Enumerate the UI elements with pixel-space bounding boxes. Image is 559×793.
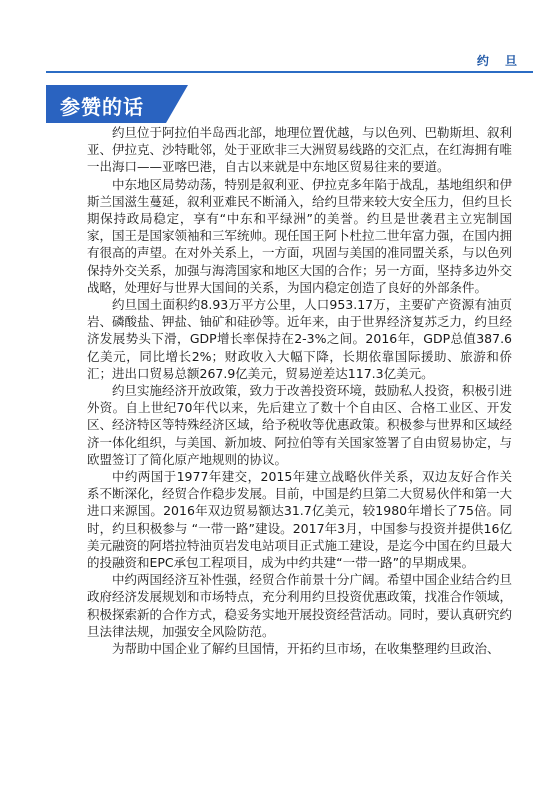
paragraph: 中约两国经济互补性强，经贸合作前景十分广阔。希望中国企业结合约旦政府经济发展规划和市场特点，充分利用约旦投资优惠政策，找准合作领域，积极探索新的合作方式，稳妥务实地开展投资经营活动。同时，要认真研究约旦法律法规，加强安全风险防范。	[87, 572, 513, 639]
section-title: 参赞的话	[60, 95, 144, 119]
paragraph: 为帮助中国企业了解约旦国情，开拓约旦市场，在收集整理约旦政治、	[112, 641, 500, 657]
header-rule	[46, 71, 533, 73]
article-body	[87, 124, 512, 657]
paragraph: 约旦国土面积约8.93万平方公里，人口953.17万，主要矿产资源有油页岩、磷酸盐、钾盐、铀矿和硅砂等。近年来，由于世界经济复苏乏力，约旦经济发展势头下滑，GDP增长率保持在2-3%之间。2016年，GDP总值387.6亿美元，同比增长2%；财政收入大幅下降，长期依靠国际援助、旅游和侨汇；进出口贸易总额267.9亿美元，贸易逆差达117.3亿美元。	[87, 297, 513, 381]
running-header-country: 约 旦	[476, 54, 523, 68]
paragraph: 中约两国于1977年建交，2015年建立战略伙伴关系，双边友好合作关系不断深化，经贸合作稳步发展。目前，中国是约旦第二大贸易伙伴和第一大进口来源国。2016年双边贸易额达31.7亿美元，较1980年增长了75倍。同时，约旦积极参与 “一带一路”建设。2017年3月，中国参与投资并提供16亿美元融资的阿塔拉特油页岩发电站项目正式施工建设，是迄今中国在约旦最大的投融资和EPC承包工程项目，成为中约共建“一带一路”的早期成果。	[87, 469, 513, 571]
paragraph: 中东地区局势动荡，特别是叙利亚、伊拉克多年陷于战乱，基地组织和伊斯兰国滋生蔓延，叙利亚难民不断涌入，给约旦带来较大安全压力，但约旦长期保持政局稳定，享有“中东和平绿洲”的美誉。约旦是世袭君主立宪制国家，国王是国家领袖和三军统帅。现任国王阿卜杜拉二世年富力强，在国内拥有很高的声望。在对外关系上，一方面，巩固与美国的准同盟关系，与以色列保持外交关系，加强与海湾国家和地区大国的合作；另一方面，坚持多边外交战略，处理好与世界大国间的关系，为国内稳定创造了良好的外部条件。	[87, 176, 513, 295]
paragraph: 约旦位于阿拉伯半岛西北部，地理位置优越，与以色列、巴勒斯坦、叙利亚、伊拉克、沙特毗邻，处于亚欧非三大洲贸易线路的交汇点，在红海拥有唯一出海口——亚喀巴港，自古以来就是中东地区贸易往来的要道。	[87, 125, 513, 175]
paragraph: 约旦实施经济开放政策，致力于改善投资环境，鼓励私人投资，积极引进外资。自上世纪70年代以来，先后建立了数十个自由区、合格工业区、开发区、经济特区等特殊经济区域，给予税收等优惠政策。积极参与世界和区域经济一体化组织，与美国、新加坡、阿拉伯等有关国家签署了自由贸易协定，与欧盟签订了简化原产地规则的协议。	[87, 383, 513, 467]
